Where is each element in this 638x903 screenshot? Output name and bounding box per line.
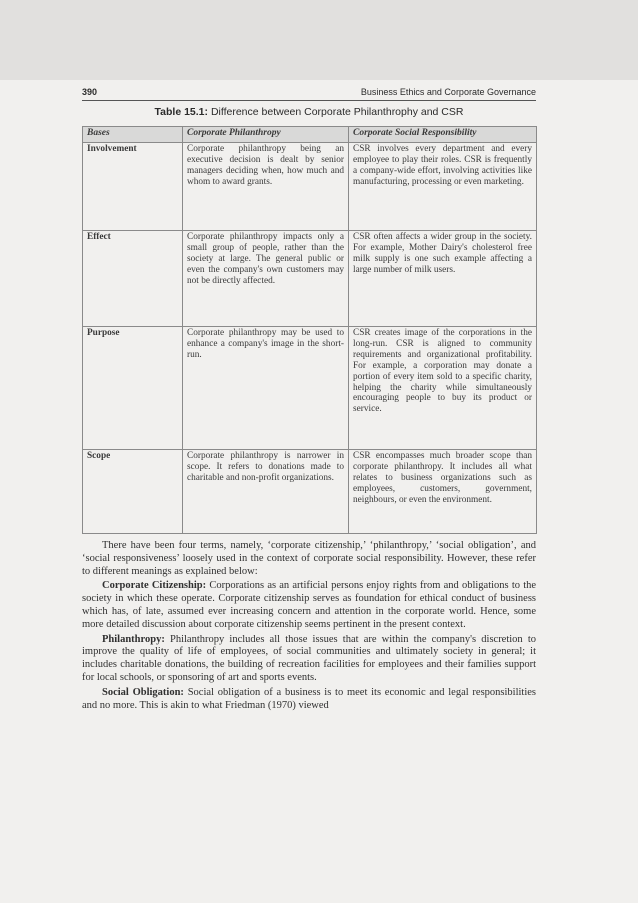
table-row — [83, 450, 537, 534]
comparison-table — [82, 126, 537, 534]
philanthropy-cell: Corporate philanthropy may be used to enhance a company's image in the short-run. — [183, 327, 349, 450]
row-basis: Purpose — [83, 327, 183, 450]
csr-cell: CSR often affects a wider group in the society. For example, Mother Dairy's cholesterol free milk supply is one such example affecting a large number of milk users. — [349, 231, 537, 327]
header-bases: Bases — [83, 127, 183, 143]
social-obligation-paragraph — [82, 687, 536, 713]
term-heading: Social Obligation: — [102, 686, 184, 698]
philanthropy-cell: Corporate philanthropy is narrower in scope. It refers to donations made to charitable and non-profit organizations. — [183, 450, 349, 534]
csr-cell: CSR encompasses much broader scope than corporate philanthropy. It includes all what relates to business organizations such as employees, customers, government, neighbours, or even the environment. — [349, 450, 537, 534]
body-text — [82, 540, 536, 714]
top-margin-band — [0, 0, 638, 80]
header-csr: Corporate Social Responsibility — [349, 127, 537, 143]
table-caption-text: Difference between Corporate Philanthrophy and CSR — [210, 106, 464, 118]
running-header — [82, 86, 536, 101]
row-basis: Scope — [83, 450, 183, 534]
header-corporate-philanthropy: Corporate Philanthropy — [183, 127, 349, 143]
paragraph-text: Social obligation of a business is to meet its economic and legal responsibilities and no more. This is akin to what Friedman (1970) viewed — [82, 686, 537, 711]
philanthropy-paragraph — [82, 634, 536, 685]
row-basis: Involvement — [83, 143, 183, 231]
table-caption-label: Table 15.1: — [154, 106, 209, 118]
table-row — [83, 231, 537, 327]
term-heading: Philanthropy: — [102, 633, 165, 645]
paragraph-text: Philanthropy includes all those issues that are within the company's discretion to improve the quality of life of employees, of social communities and ultimately society in general; it includes charitable donations, the building of recreation facilities for employees and their families support for local schools, or sponsoring of art and sports events. — [82, 633, 537, 683]
term-heading: Corporate Citizenship: — [102, 580, 207, 592]
table-caption — [82, 106, 536, 118]
corporate-citizenship-paragraph — [82, 580, 536, 631]
intro-paragraph: There have been four terms, namely, ‘corporate citizenship,’ ‘philanthropy,’ ‘social obligation’, and ‘social responsiveness’ loosely used in the context of corporate social responsibility. However, these refer to different meanings as explained below: — [82, 540, 536, 577]
philanthropy-cell: Corporate philanthropy being an executive decision is dealt by senior managers deciding when, how much and whom to award grants. — [183, 143, 349, 231]
table-row — [83, 327, 537, 450]
table-header-row — [83, 127, 537, 143]
philanthropy-cell: Corporate philanthropy impacts only a small group of people, rather than the society at large. The general public or even the company's own customers may not be directly affected. — [183, 231, 349, 327]
csr-cell: CSR creates image of the corporations in the long-run. CSR is aligned to community requirements and organizational profitability. For example, a corporation may donate a portion of every item sold to a specific charity, helping the charity while simultaneously encouraging people to buy its product or service. — [349, 327, 537, 450]
page-number: 390 — [82, 87, 98, 97]
row-basis: Effect — [83, 231, 183, 327]
paragraph-text: Corporations as an artificial persons enjoy rights from and obligations to the society in which these operate. Corporate citizenship serves as foundation for ethical conduct of business which has, of late, assumed ever increasing concern and attention in the corporate world. Hence, some more detailed discussion about corporate citizenship seems pertinent in the present context. — [82, 580, 537, 630]
csr-cell: CSR involves every department and every employee to play their roles. CSR is frequently a company-wide effort, involving activities like manufacturing, processing or even marketing. — [349, 143, 537, 231]
table-row — [83, 143, 537, 231]
book-title: Business Ethics and Corporate Governance — [360, 87, 536, 97]
